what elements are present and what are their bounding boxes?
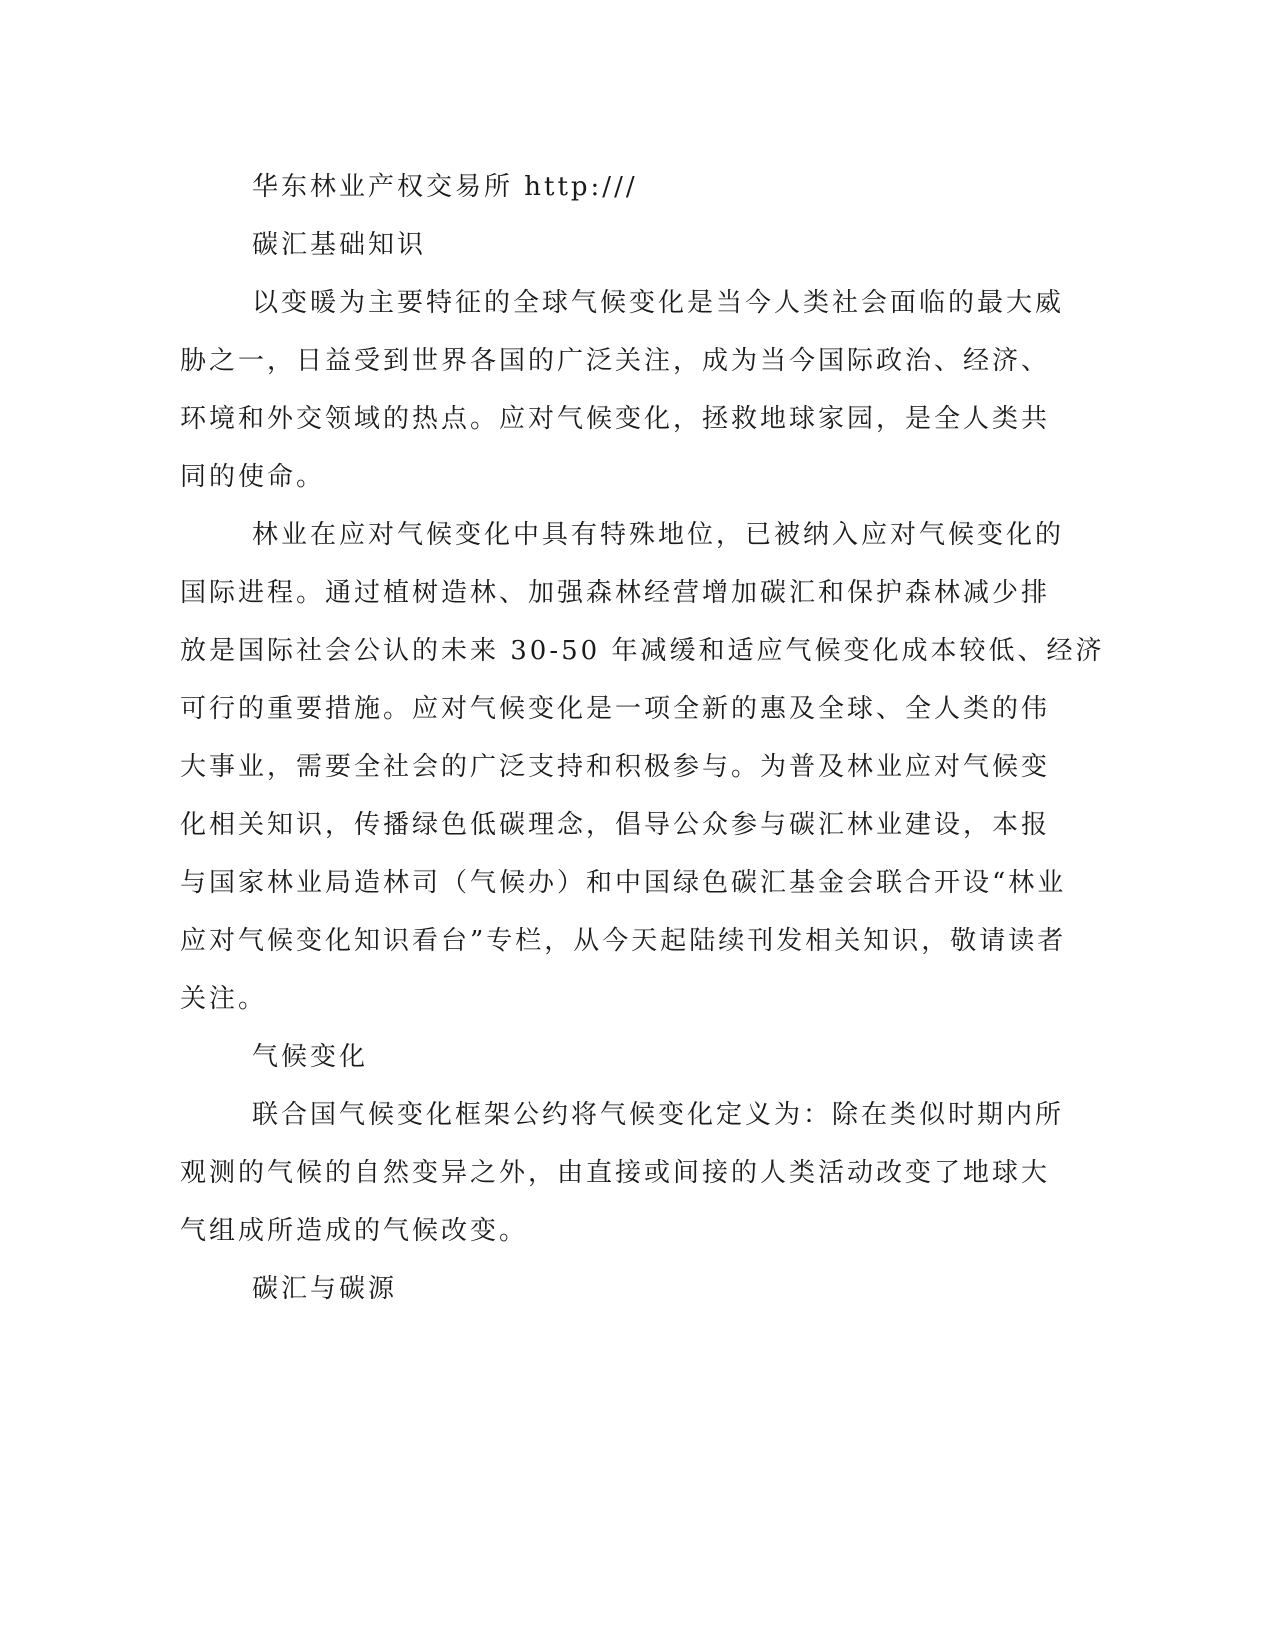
section-heading-climate-change: 气候变化 [252, 1042, 369, 1072]
paragraph-line: 化相关知识，传播绿色低碳理念，倡导公众参与碳汇林业建设，本报 [180, 810, 1051, 840]
paragraph-intro [180, 274, 1065, 506]
section-title: 碳汇基础知识 [252, 230, 427, 260]
section-heading-carbon-sink-source: 碳汇与碳源 [252, 1274, 398, 1304]
paragraph-line: 应对气候变化知识看台”专栏，从今天起陆续刊发相关知识，敬请读者 [180, 926, 1067, 956]
source-header: 华东林业产权交易所 http:/// [252, 172, 638, 202]
paragraph-line: 观测的气候的自然变异之外，由直接或间接的人类活动改变了地球大 [180, 1158, 1051, 1188]
paragraph-line: 林业在应对气候变化中具有特殊地位，已被纳入应对气候变化的 [252, 520, 1065, 550]
paragraph-line: 可行的重要措施。应对气候变化是一项全新的惠及全球、全人类的伟 [180, 694, 1051, 724]
paragraph-line: 大事业，需要全社会的广泛支持和积极参与。为普及林业应对气候变 [180, 752, 1051, 782]
paragraph-forestry [180, 506, 1105, 1028]
paragraph-line: 环境和外交领域的热点。应对气候变化，拯救地球家园，是全人类共 [180, 404, 1051, 434]
paragraph-line: 以变暖为主要特征的全球气候变化是当今人类社会面临的最大威 [252, 288, 1065, 318]
paragraph-line: 联合国气候变化框架公约将气候变化定义为：除在类似时期内所 [252, 1100, 1065, 1130]
paragraph-line: 气组成所造成的气候改变。 [180, 1216, 529, 1246]
paragraph-line: 关注。 [180, 984, 268, 1014]
paragraph-line: 同的使命。 [180, 462, 326, 492]
paragraph-line: 国际进程。通过植树造林、加强森林经营增加碳汇和保护森林减少排 [180, 578, 1051, 608]
paragraph-line: 与国家林业局造林司（气候办）和中国绿色碳汇基金会联合开设“林业 [180, 868, 1067, 898]
paragraph-line: 胁之一，日益受到世界各国的广泛关注，成为当今国际政治、经济、 [180, 346, 1051, 376]
document-body [180, 158, 1105, 1318]
paragraph-definition [180, 1086, 1065, 1260]
paragraph-line: 放是国际社会公认的未来 30-50 年减缓和适应气候变化成本较低、经济 [180, 636, 1105, 666]
